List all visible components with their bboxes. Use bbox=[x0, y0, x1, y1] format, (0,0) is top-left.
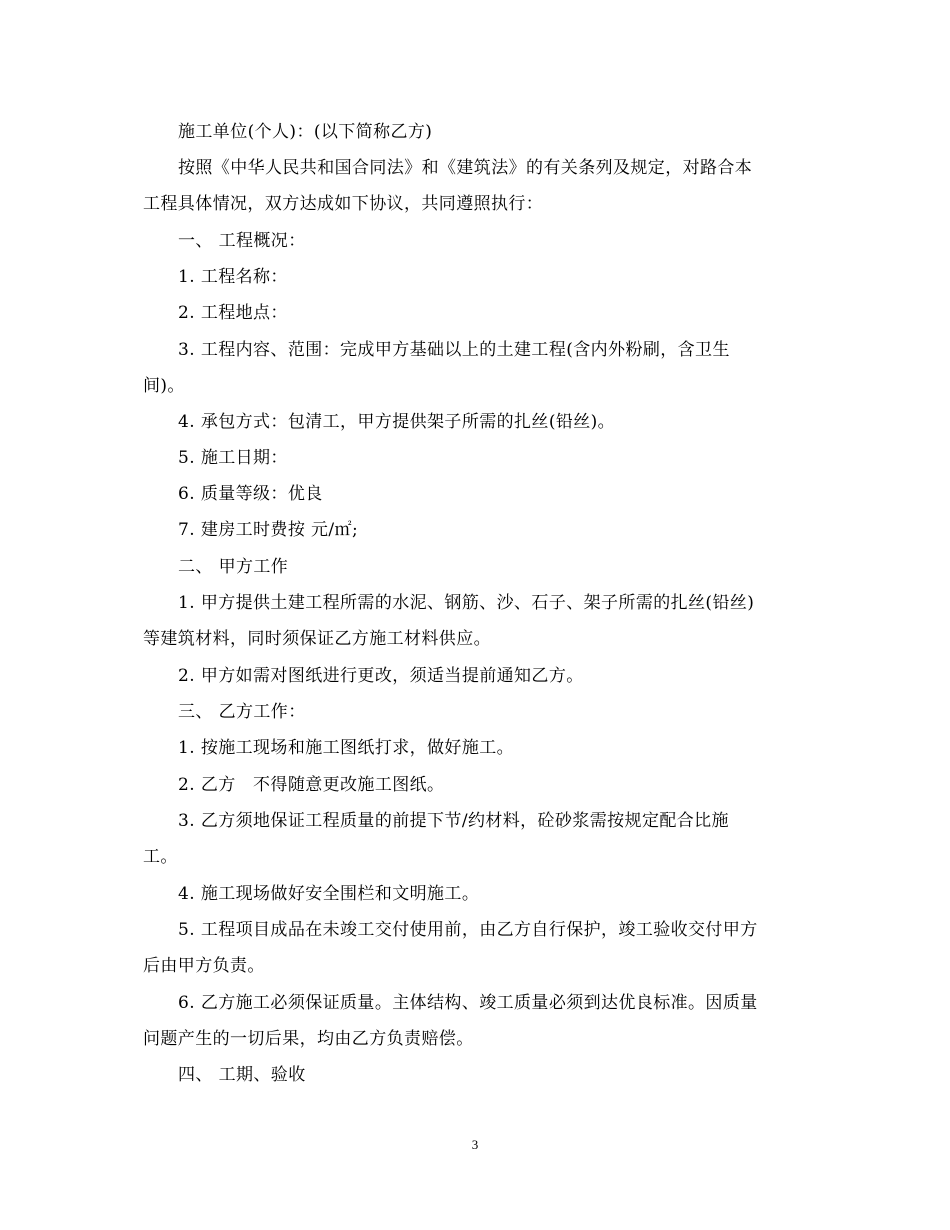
list-item: 5. 工程项目成品在未竣工交付使用前，由乙方自行保护，竣工验收交付甲方 bbox=[178, 920, 758, 940]
list-item: 7. 建房工时费按 元/㎡; bbox=[178, 520, 359, 540]
text-line: 问题产生的一切后果，均由乙方负责赔偿。 bbox=[143, 1029, 474, 1049]
text-line: 按照《中华人民共和国合同法》和《建筑法》的有关条列及规定，对路合本 bbox=[178, 158, 753, 178]
text-line: 施工单位(个人)：(以下简称乙方) bbox=[178, 122, 433, 142]
section-heading: 三、 乙方工作： bbox=[178, 702, 306, 722]
text-line: 工。 bbox=[143, 847, 178, 867]
list-item: 6. 乙方施工必须保证质量。主体结构、竣工质量必须到达优良标准。因质量 bbox=[178, 993, 758, 1013]
list-item: 4. 施工现场做好安全围栏和文明施工。 bbox=[178, 884, 480, 904]
list-item: 5. 施工日期： bbox=[178, 448, 288, 468]
page-number: 3 bbox=[471, 1137, 479, 1152]
list-item: 2. 乙方 不得随意更改施工图纸。 bbox=[178, 775, 445, 795]
section-heading: 一、 工程概况： bbox=[178, 231, 306, 251]
text-line: 等建筑材料，同时须保证乙方施工材料供应。 bbox=[143, 629, 491, 649]
section-heading: 四、 工期、验收 bbox=[178, 1065, 306, 1085]
list-item: 6. 质量等级：优良 bbox=[178, 484, 323, 504]
text-line: 后由甲方负责。 bbox=[143, 956, 265, 976]
list-item: 3. 乙方须地保证工程质量的前提下节/约材料，砼砂浆需按规定配合比施 bbox=[178, 811, 729, 831]
section-heading: 二、 甲方工作 bbox=[178, 557, 289, 577]
list-item: 2. 工程地点： bbox=[178, 303, 288, 323]
list-item: 3. 工程内容、范围：完成甲方基础以上的土建工程(含内外粉刷，含卫生 bbox=[178, 340, 730, 360]
text-line: 工程具体情况，双方达成如下协议，共同遵照执行： bbox=[143, 194, 544, 214]
text-line: 间)。 bbox=[143, 376, 185, 396]
list-item: 1. 工程名称： bbox=[178, 267, 288, 287]
list-item: 1. 按施工现场和施工图纸打求，做好施工。 bbox=[178, 738, 515, 758]
list-item: 4. 承包方式：包清工，甲方提供架子所需的扎丝(铅丝)。 bbox=[178, 412, 616, 432]
list-item: 2. 甲方如需对图纸进行更改，须适当提前通知乙方。 bbox=[178, 666, 584, 686]
list-item: 1. 甲方提供土建工程所需的水泥、钢筋、沙、石子、架子所需的扎丝(铅丝) bbox=[178, 593, 755, 613]
